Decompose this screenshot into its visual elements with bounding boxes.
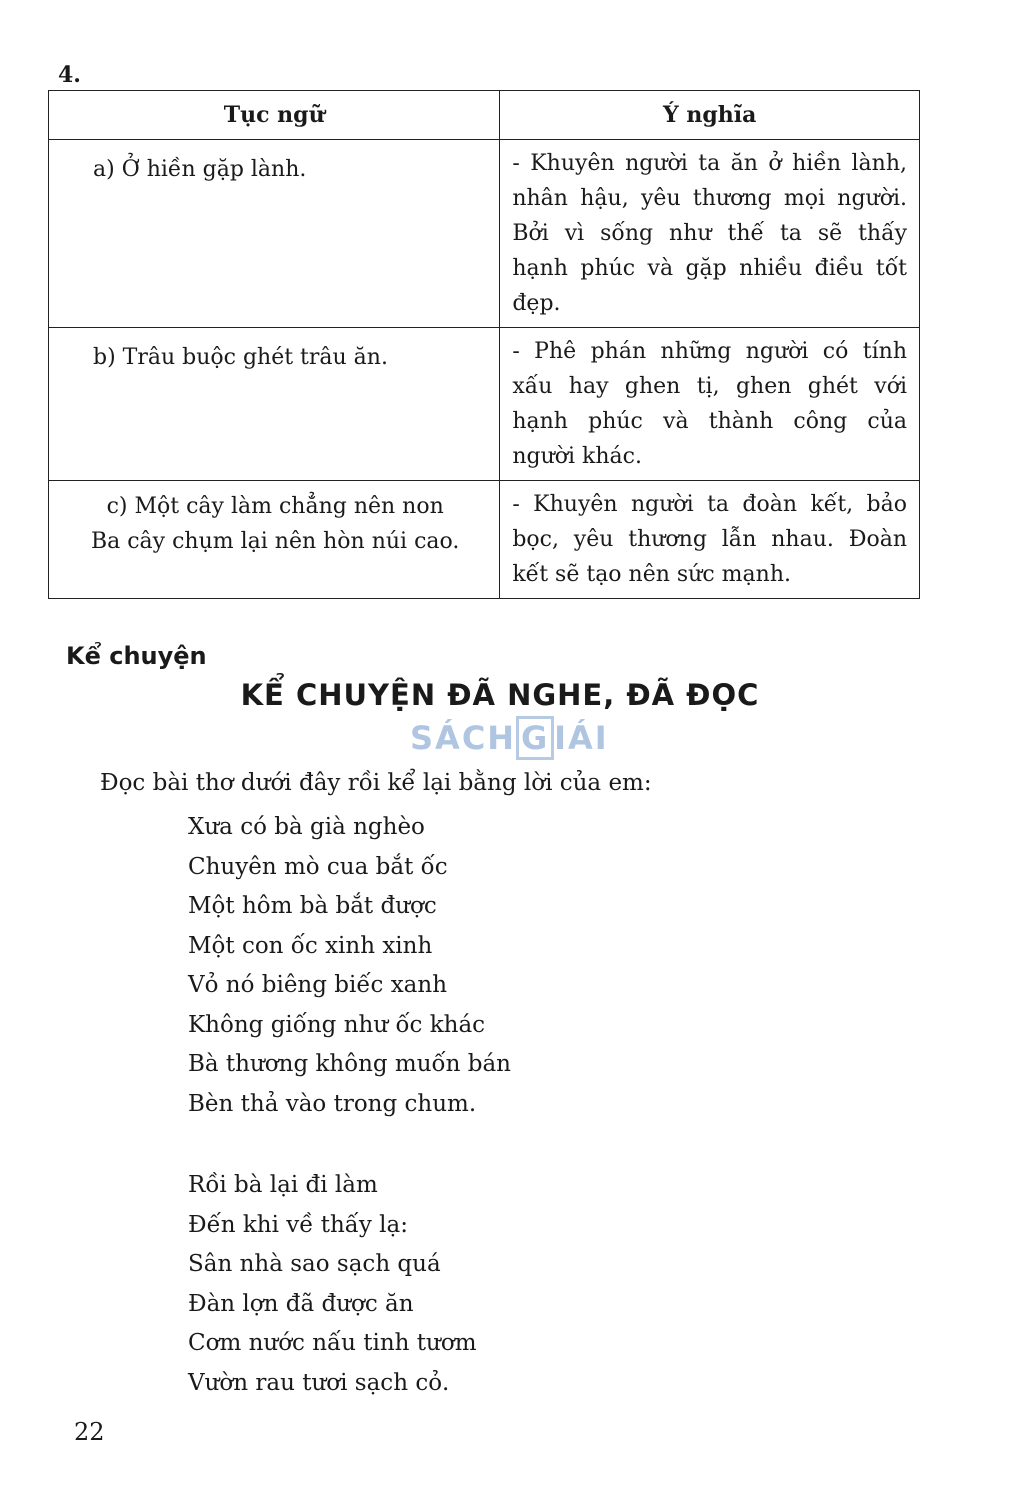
poem-stanza [188,808,511,1124]
watermark-text-post: IÁI [554,719,609,757]
proverb-cell [49,481,500,599]
meaning-cell: - Khuyên người ta ăn ở hiền lành, nhân hậu, yêu thương mọi người. Bởi vì sống như thế ta sẽ thấy hạnh phúc và gặp nhiều điều tốt đẹp. [500,140,920,328]
watermark-g-box: G [516,716,554,760]
proverb-line: b) Trâu buộc ghét trâu ăn. [93,345,388,370]
poem-line: Bèn thả vào trong chum. [188,1090,477,1117]
poem-line: Đàn lợn đã được ăn [188,1290,414,1317]
header-meaning: Ý nghĩa [500,91,920,140]
poem-line: Một hôm bà bắt được [188,893,437,919]
watermark-logo [410,716,620,760]
table-row [49,481,920,599]
poem-line: Đến khi về thấy lạ: [188,1211,408,1238]
watermark-text-pre: SÁCH [410,719,517,757]
poem-line: Cơm nước nấu tinh tươm [188,1330,477,1356]
poem-line: Bà thương không muốn bán [188,1051,511,1077]
table-row [49,328,920,481]
meaning-cell: - Phê phán những người có tính xấu hay ghen tị, ghen ghét với hạnh phúc và thành công của người khác. [500,328,920,481]
poem-line: Không giống như ốc khác [188,1011,486,1038]
proverb-cell [49,328,500,481]
poem-line: Rồi bà lại đi làm [188,1172,378,1198]
page-number: 22 [74,1418,105,1446]
proverb-cell [49,140,500,328]
poem-line: Vườn rau tươi sạch cỏ. [188,1369,450,1396]
poem-line: Sân nhà sao sạch quá [188,1251,441,1277]
meaning-cell: - Khuyên người ta đoàn kết, bảo bọc, yêu thương lẫn nhau. Đoàn kết sẽ tạo nên sức mạnh. [500,481,920,599]
poem-line: Chuyên mò cua bắt ốc [188,853,448,880]
header-proverb: Tục ngữ [49,91,500,140]
proverb-line: Ba cây chụm lại nên hòn núi cao. [90,529,460,554]
proverb-line: c) Một cây làm chẳng nên non [106,494,444,519]
section-label: Kể chuyện [66,642,207,670]
exercise-number: 4. [58,62,81,88]
story-title: KỂ CHUYỆN ĐÃ NGHE, ĐÃ ĐỌC [240,678,760,712]
poem-line: Vỏ nó biêng biếc xanh [188,972,448,998]
poem [188,808,511,1403]
table-row [49,140,920,328]
poem-stanza [188,1166,511,1403]
proverb-line: a) Ở hiền gặp lành. [93,157,307,182]
instruction-text: Đọc bài thơ dưới đây rồi kể lại bằng lời của em: [100,770,652,796]
proverb-table [48,90,920,599]
table-header-row [49,91,920,140]
poem-line: Một con ốc xinh xinh [188,932,433,959]
poem-line: Xưa có bà già nghèo [188,814,425,840]
